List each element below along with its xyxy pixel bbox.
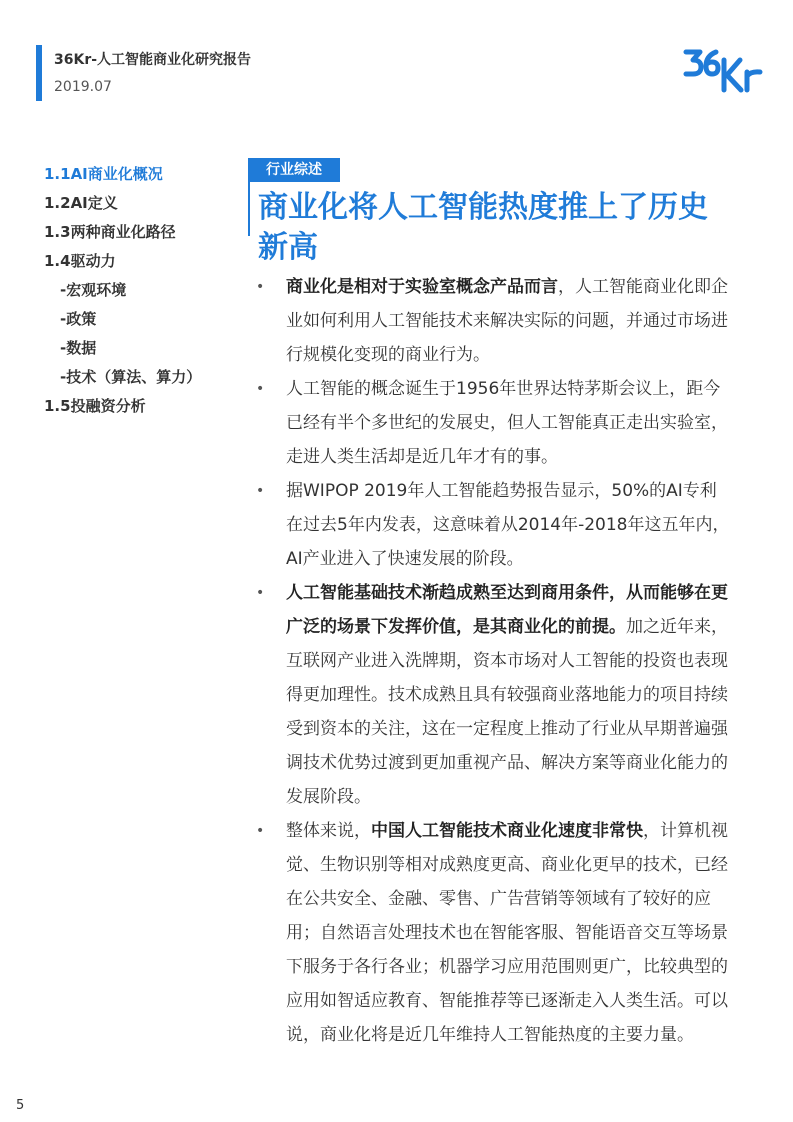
page-number: 5 bbox=[16, 1098, 25, 1113]
bullet-item: • 人工智能的概念诞生于1956年世界达特茅斯会议上，距今已经有半个多世纪的发展史，但人工智能真正走出实验室，走进人类生活却是近几年才有的事。 bbox=[252, 372, 732, 474]
toc-subitem-tech[interactable]: -技术（算法、算力） bbox=[60, 368, 202, 386]
toc-subitem-macro[interactable]: -宏观环境 bbox=[60, 281, 127, 299]
toc-item-1-1[interactable]: 1.1AI商业化概况 bbox=[44, 165, 163, 183]
section-accent-line bbox=[248, 182, 250, 236]
section-headline: 商业化将人工智能热度推上了历史新高 bbox=[258, 190, 708, 265]
bullet-dot-icon: • bbox=[256, 279, 265, 295]
toc-item-1-2[interactable]: 1.2AI定义 bbox=[44, 194, 118, 212]
report-title: 36Kr-人工智能商业化研究报告 bbox=[54, 52, 252, 68]
bullet-item: • 整体来说，中国人工智能技术商业化速度非常快，计算机视觉、生物识别等相对成熟度更高、商业化更早的技术，已经在公共安全、金融、零售、广告营销等领域有了较好的应用；自然语言处理技术也在智能客服、智能语音交互等场景下服务于各行各业；机器学习应用范围则更广，比较典型的应用如智适应教育、智能推荐等已逐渐走入人类生活。可以说，商业化将是近几年维持人工智能热度的主要力量。 bbox=[252, 814, 732, 1052]
bullet-dot-icon: • bbox=[256, 823, 265, 839]
toc-item-1-4[interactable]: 1.4驱动力 bbox=[44, 252, 116, 270]
toc-subitem-data[interactable]: -数据 bbox=[60, 339, 97, 357]
table-of-contents bbox=[44, 160, 244, 421]
toc-item-1-3[interactable]: 1.3两种商业化路径 bbox=[44, 223, 176, 241]
bullet-dot-icon: • bbox=[256, 381, 265, 397]
bullet-item: • 据WIPOP 2019年人工智能趋势报告显示，50%的AI专利在过去5年内发表，这意味着从2014年-2018年这五年内，AI产业进入了快速发展的阶段。 bbox=[252, 474, 732, 576]
bullet-dot-icon: • bbox=[256, 483, 265, 499]
header-accent-bar bbox=[36, 45, 42, 101]
bullet-dot-icon: • bbox=[256, 585, 265, 601]
logo-36kr bbox=[680, 42, 766, 94]
section-tag: 行业综述 bbox=[248, 158, 340, 182]
toc-subitem-policy[interactable]: -政策 bbox=[60, 310, 97, 328]
report-date: 2019.07 bbox=[54, 79, 112, 95]
bullet-item: • 人工智能基础技术渐趋成熟至达到商用条件，从而能够在更广泛的场景下发挥价值，是其商业化的前提。加之近年来，互联网产业进入洗牌期，资本市场对人工智能的投资也表现得更加理性。技术成熟且具有较强商业落地能力的项目持续受到资本的关注，这在一定程度上推动了行业从早期普遍强调技术优势过渡到更加重视产品、解决方案等商业化能力的发展阶段。 bbox=[252, 576, 732, 814]
bullet-list bbox=[252, 270, 732, 1052]
bullet-item: • 商业化是相对于实验室概念产品而言，人工智能商业化即企业如何利用人工智能技术来解决实际的问题，并通过市场进行规模化变现的商业行为。 bbox=[252, 270, 732, 372]
toc-item-1-5[interactable]: 1.5投融资分析 bbox=[44, 397, 146, 415]
